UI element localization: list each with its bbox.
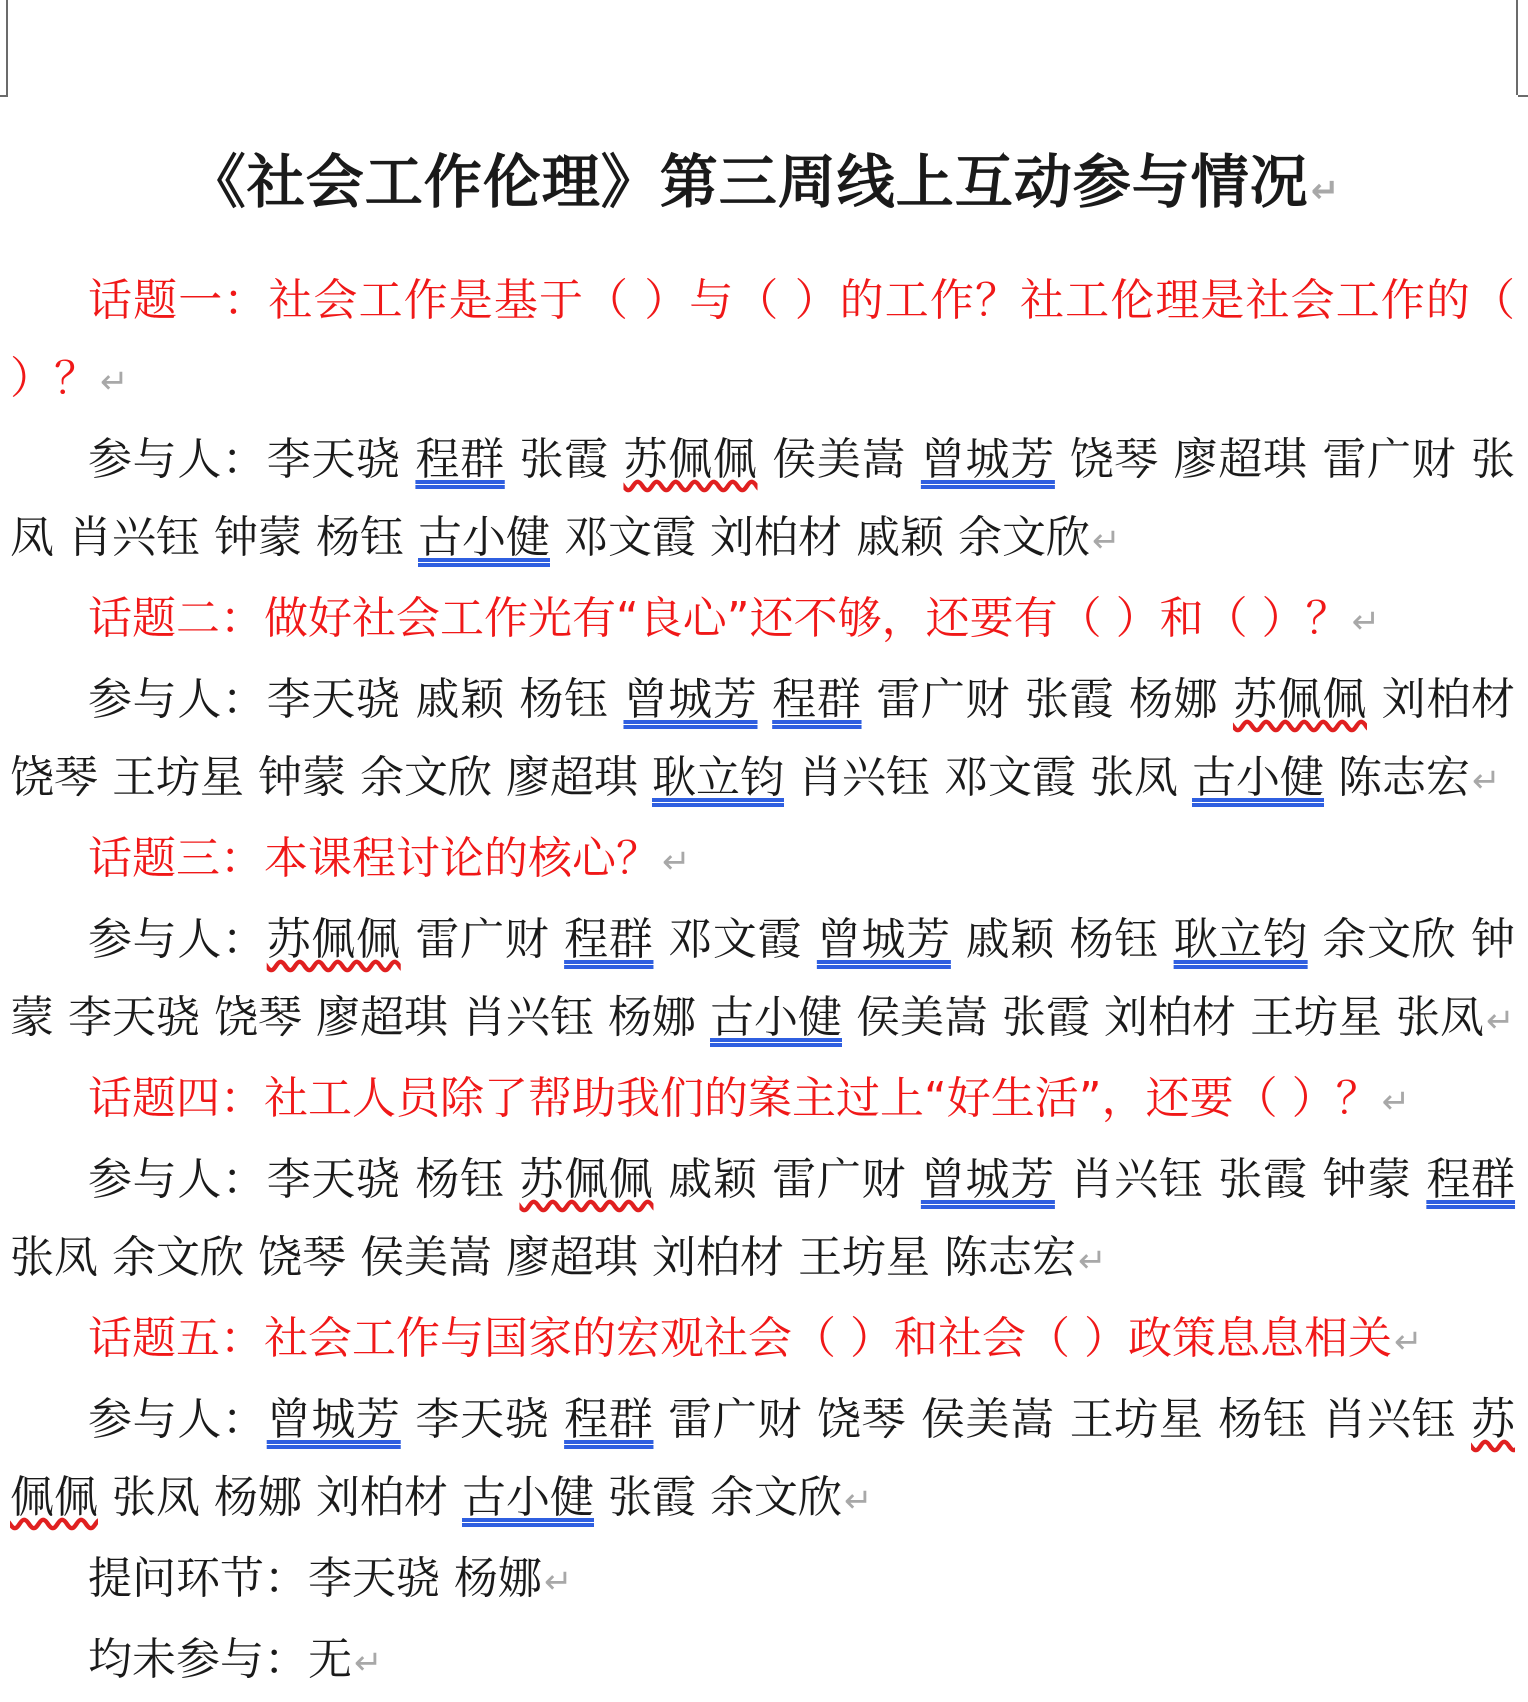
- participant-name: 杨娜: [214, 1472, 302, 1523]
- participant-name: 曾城芳: [816, 914, 951, 965]
- questions-line: [10, 1540, 1515, 1621]
- paragraph-mark: ↵: [1310, 171, 1341, 211]
- topic-question-2: [10, 580, 1515, 661]
- participant-name: 张凤: [10, 1232, 98, 1283]
- participant-name: 张霞: [1024, 674, 1115, 725]
- participant-name: 饶琴: [816, 1394, 907, 1445]
- participant-name: 刘柏材: [316, 1472, 448, 1523]
- participant-name: 廖超琪: [506, 752, 638, 803]
- document-body[interactable]: [10, 262, 1515, 1702]
- participant-name: 程群: [564, 1394, 654, 1445]
- document-title-text: 《社会工作伦理》第三周线上互动参与情况: [187, 148, 1309, 216]
- participant-name: 古小健: [710, 992, 842, 1043]
- paragraph-mark: ↵: [1078, 1241, 1107, 1281]
- participant-name: 雷广财: [1322, 434, 1457, 485]
- participant-name: 张霞: [1002, 992, 1090, 1043]
- participants-label: 参与人：: [88, 1394, 267, 1445]
- participant-name: 杨娜: [608, 992, 696, 1043]
- topic-question-text: 话题二：做好社会工作光有“良心”还不够，还要有（ ）和（ ）？: [88, 593, 1350, 644]
- participant-name: 张凤: [10, 434, 1516, 563]
- participant-name: 饶琴: [1069, 434, 1159, 485]
- participant-name: 肖兴钰: [68, 512, 200, 563]
- paragraph-mark: ↵: [1381, 1082, 1411, 1122]
- participant-name: 古小健: [418, 512, 550, 563]
- participant-name: 王坊星: [1250, 992, 1382, 1043]
- participant-name: 苏佩佩: [519, 1154, 654, 1205]
- participant-name: 王坊星: [1069, 1394, 1204, 1445]
- paragraph-mark: ↵: [1351, 602, 1381, 642]
- participant-name: 李天骁: [266, 1154, 401, 1205]
- participant-name: 张凤: [112, 1472, 200, 1523]
- participant-name: 李天骁: [68, 992, 200, 1043]
- participant-name: 雷广财: [772, 1154, 907, 1205]
- participant-name: 陈志宏: [944, 1232, 1076, 1283]
- participant-name: 余文欣: [1322, 914, 1457, 965]
- participant-name: 刘柏材: [1104, 992, 1236, 1043]
- participant-name: 耿立钧: [652, 752, 784, 803]
- topic-question-1: [10, 262, 1515, 421]
- topic-participants-4: [10, 1141, 1515, 1300]
- participant-name: 张霞: [1218, 1154, 1308, 1205]
- participant-name: 雷广财: [415, 914, 550, 965]
- participant-name: 杨钰: [1218, 1394, 1308, 1445]
- participant-name: 刘柏材: [710, 512, 842, 563]
- participants-label: 参与人：: [88, 674, 267, 725]
- topic-question-4: [10, 1060, 1515, 1141]
- participant-name: 刘柏材: [1381, 674, 1516, 725]
- topic-participants-2: [10, 661, 1515, 820]
- participant-name: 饶琴: [10, 752, 98, 803]
- crop-mark-top-right-h: [1518, 95, 1528, 97]
- participant-name: 饶琴: [258, 1232, 346, 1283]
- participant-name: 邓文霞: [944, 752, 1076, 803]
- participant-name: 钟蒙: [258, 752, 346, 803]
- participant-name: 杨钰: [519, 674, 609, 725]
- none-line-text: 均未参与：无: [88, 1634, 352, 1685]
- participant-name: 程群: [1426, 1154, 1516, 1205]
- participant-name: 廖超琪: [316, 992, 448, 1043]
- paragraph-mark: ↵: [1472, 761, 1501, 801]
- participant-name: 饶琴: [214, 992, 302, 1043]
- paragraph-mark: ↵: [662, 842, 691, 882]
- participant-name: 雷广财: [668, 1394, 803, 1445]
- topic-question-text: 话题四：社工人员除了帮助我们的案主过上“好生活”，还要（ ）？: [88, 1073, 1380, 1124]
- topic-participants-3: [10, 901, 1515, 1060]
- topic-question-text: 话题三：本课程讨论的核心？: [88, 833, 660, 884]
- participant-name: 张凤: [1396, 992, 1484, 1043]
- paragraph-mark: ↵: [100, 362, 129, 402]
- participant-name: 肖兴钰: [462, 992, 594, 1043]
- participant-name: 廖超琪: [506, 1232, 638, 1283]
- none-line: [10, 1621, 1515, 1702]
- topic-question-text: 话题五：社会工作与国家的宏观社会（ ）和社会（ ）政策息息相关: [88, 1313, 1392, 1364]
- crop-mark-top-right: [1516, 0, 1518, 95]
- participant-name: 肖兴钰: [798, 752, 930, 803]
- participant-name: 肖兴钰: [1069, 1154, 1204, 1205]
- participant-name: 戚颖: [668, 1154, 758, 1205]
- participant-name: 余文欣: [360, 752, 492, 803]
- participant-name: 余文欣: [112, 1232, 244, 1283]
- participant-name: 曾城芳: [920, 434, 1055, 485]
- participant-name: 廖超琪: [1173, 434, 1308, 485]
- topic-participants-5: [10, 1381, 1515, 1540]
- crop-mark-top-left-h: [0, 95, 8, 97]
- participant-name: 戚颖: [856, 512, 944, 563]
- participant-name: 侯美嵩: [360, 1232, 492, 1283]
- participant-name: 张霞: [519, 434, 609, 485]
- participant-name: 曾城芳: [920, 1154, 1055, 1205]
- participant-name: 张凤: [1090, 752, 1178, 803]
- participant-name: 李天骁: [266, 674, 401, 725]
- participant-name: 钟蒙: [1322, 1154, 1412, 1205]
- participant-name: 刘柏材: [652, 1232, 784, 1283]
- participant-name: 邓文霞: [564, 512, 696, 563]
- paragraph-mark: ↵: [354, 1643, 383, 1683]
- participant-name: 李天骁: [266, 434, 401, 485]
- participant-name: 杨钰: [1069, 914, 1159, 965]
- paragraph-mark: ↵: [1393, 1322, 1423, 1362]
- participant-name: 王坊星: [798, 1232, 930, 1283]
- participant-name: 曾城芳: [623, 674, 758, 725]
- participant-name: 苏佩佩: [623, 434, 758, 485]
- participant-name: 钟蒙: [10, 914, 1516, 1043]
- participant-name: 邓文霞: [668, 914, 803, 965]
- participant-name: 耿立钧: [1173, 914, 1308, 965]
- participant-name: 杨钰: [316, 512, 404, 563]
- participant-name: 侯美嵩: [772, 434, 907, 485]
- questions-line-text: 提问环节：李天骁 杨娜: [88, 1553, 542, 1604]
- participant-name: 侯美嵩: [920, 1394, 1055, 1445]
- participants-label: 参与人：: [88, 434, 267, 485]
- participant-name: 余文欣: [710, 1472, 842, 1523]
- participant-name: 杨娜: [1128, 674, 1219, 725]
- participant-name: 侯美嵩: [856, 992, 988, 1043]
- participant-name: 雷广财: [876, 674, 1011, 725]
- participant-name: 曾城芳: [266, 1394, 401, 1445]
- participant-name: 程群: [415, 434, 505, 485]
- paragraph-mark: ↵: [1092, 521, 1121, 561]
- participant-name: 李天骁: [415, 1394, 550, 1445]
- participant-name: 杨钰: [415, 1154, 505, 1205]
- paragraph-mark: ↵: [844, 1481, 873, 1521]
- topic-question-3: [10, 820, 1515, 901]
- participant-name: 戚颖: [965, 914, 1055, 965]
- paragraph-mark: ↵: [544, 1562, 573, 1602]
- participant-name: 古小健: [1192, 752, 1324, 803]
- participant-name: 张霞: [608, 1472, 696, 1523]
- participant-name: 钟蒙: [214, 512, 302, 563]
- topic-question-5: [10, 1300, 1515, 1381]
- participants-label: 参与人：: [88, 914, 267, 965]
- participant-name: 苏佩佩: [266, 914, 401, 965]
- document-title[interactable]: [0, 135, 1528, 219]
- participant-name: 王坊星: [112, 752, 244, 803]
- participant-name: 程群: [772, 674, 862, 725]
- participant-name: 戚颖: [415, 674, 505, 725]
- participants-label: 参与人：: [88, 1154, 267, 1205]
- crop-mark-top-left: [6, 0, 8, 95]
- topic-question-text: 话题一：社会工作是基于（ ）与（ ）的工作？社工伦理是社会工作的（ ）？: [10, 275, 1515, 404]
- participant-name: 苏佩佩: [10, 1394, 1516, 1523]
- participant-name: 陈志宏: [1338, 752, 1470, 803]
- participant-name: 程群: [564, 914, 654, 965]
- paragraph-mark: ↵: [1486, 1001, 1515, 1041]
- participant-name: 余文欣: [958, 512, 1090, 563]
- participant-name: 古小健: [462, 1472, 594, 1523]
- topic-participants-1: [10, 421, 1515, 580]
- participant-name: 苏佩佩: [1232, 674, 1367, 725]
- participant-name: 肖兴钰: [1322, 1394, 1457, 1445]
